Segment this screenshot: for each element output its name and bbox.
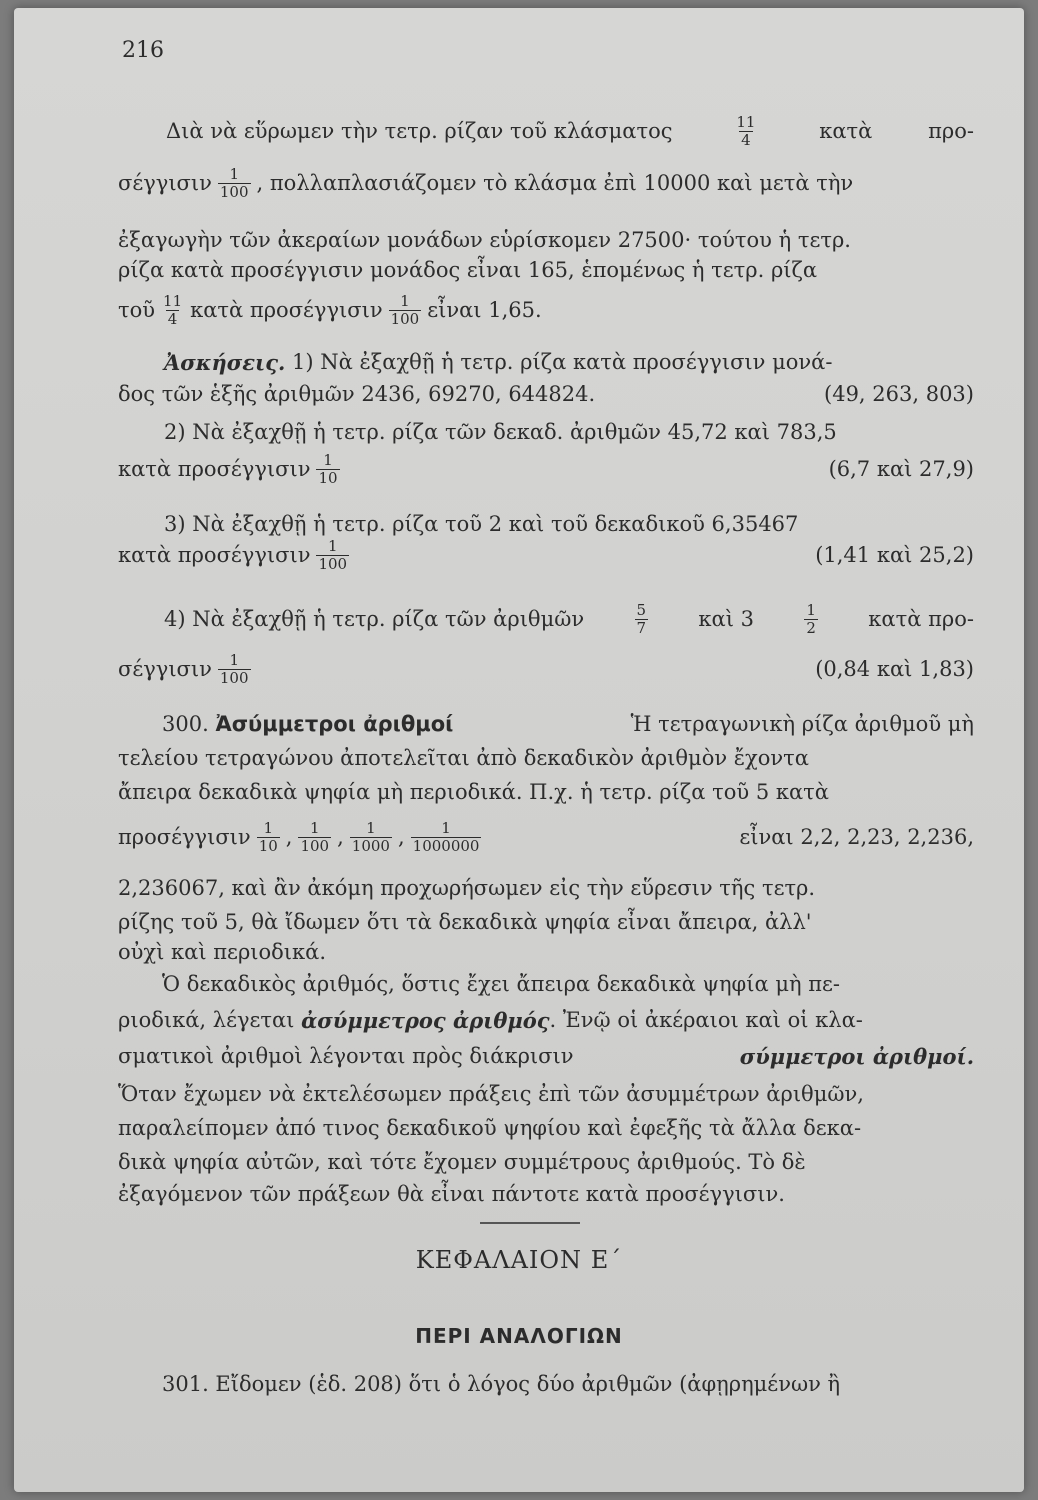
exercise-4-answer: (0,84 καὶ 1,83) [815,657,974,682]
intro-line-5: τοῦ $\frac{11}{4}$ κατὰ προσέγγισιν $\frac{1}{100}$ εἶναι 1,65. [118,292,542,329]
fraction-1-100: $\frac{1}{100}$ [390,292,420,329]
exercise-1-answer: (49, 263, 803) [824,382,974,406]
exercise-2-line-1: 2) Νὰ ἐξαχθῇ ἡ τετρ. ρίζα τῶν δεκαδ. ἀριθμῶν 45,72 καὶ 783,5 [164,420,837,444]
exercise-4-line-1: 4) Νὰ ἐξαχθῇ ἡ τετρ. ρίζα τῶν ἀριθμῶν $\frac{5}{7}$ καὶ 3 $\frac{1}{2}$ κατὰ προ- [164,601,974,638]
fraction-1-1000: $\frac{1}{1000}$ [351,819,390,856]
section-300-line-5: 2,236067, καὶ ἂν ἀκόμη προχωρήσωμεν εἰς τὴν εὕρεσιν τῆς τετρ. [118,876,816,900]
section-301-line-1: 301. Εἴδομεν (ἑδ. 208) ὅτι ὁ λόγος δύο ἀριθμῶν (ἀφῃρημένων ἢ [162,1372,841,1396]
section-300-title: Ἀσύμμετροι ἀριθμοί [215,712,454,736]
section-300-line-6: ρίζης τοῦ 5, θὰ ἴδωμεν ὅτι τὰ δεκαδικὰ ψηφία εἶναι ἄπειρα, ἀλλ' [118,910,812,934]
section-300-line-4: προσέγγισιν $\frac{1}{10}$ , $\frac{1}{100}$ , $\frac{1}{1000}$ , $\frac{1}{1000000}$ εἶναι 2,2, 2,23, 2,236, [118,819,974,856]
divider [480,1222,580,1224]
fraction-11-4: $\frac{11}{4}$ [163,292,183,329]
exercise-1-line-2: δος τῶν ἑξῆς ἀριθμῶν 2436, 69270, 644824. (49, 263, 803) [118,382,974,406]
section-300-line-2: τελείου τετραγώνου ἀποτελεῖται ἀπὸ δεκαδικὸν ἀριθμὸν ἔχοντα [118,746,809,770]
exercise-3-line-2: κατὰ προσέγγισιν $\frac{1}{100}$ (1,41 καὶ 25,2) [118,537,974,574]
section-300-p2-line-6: δικὰ ψηφία αὐτῶν, καὶ τότε ἔχομεν συμμέτρους ἀριθμούς. Τὸ δὲ [118,1150,806,1174]
intro-line-4: ρίζα κατὰ προσέγγισιν μονάδος εἶναι 165, ἑπομένως ἡ τετρ. ρίζα [118,258,818,282]
exercise-3-line-1: 3) Νὰ ἐξαχθῇ ἡ τετρ. ρίζα τοῦ 2 καὶ τοῦ δεκαδικοῦ 6,35467 [164,512,799,536]
fraction-1-1000000: $\frac{1}{1000000}$ [412,819,480,856]
intro-line-3: ἐξαγωγὴν τῶν ἀκεραίων μονάδων εὑρίσκομεν 27500· τούτου ἡ τετρ. [118,228,851,252]
exercise-1-line-1: Ἀσκήσεις. 1) Νὰ ἐξαχθῇ ἡ τετρ. ρίζα κατὰ προσέγγισιν μονά- [164,350,833,375]
fraction-1-100: $\frac{1}{100}$ [300,819,330,856]
fraction-1-2: $\frac{1}{2}$ [806,601,816,638]
page-number: 216 [122,38,164,63]
fraction-1-10: $\frac{1}{10}$ [318,451,338,488]
section-300-p2-line-1: Ὁ δεκαδικὸς ἀριθμός, ὅστις ἔχει ἄπειρα δεκαδικὰ ψηφία μὴ πε- [162,972,840,996]
fraction-1-10: $\frac{1}{10}$ [258,819,278,856]
term-symmetroi: σύμμετροι ἀριθμοί. [739,1044,974,1069]
chapter-subtitle: ΠΕΡΙ ΑΝΑΛΟΓΙΩΝ [415,1324,623,1348]
term-asymmetros: ἀσύμμετρος ἀριθμός [301,1008,550,1033]
section-300-number: 300. [162,712,209,736]
book-page [14,8,1024,1492]
exercise-2-answer: (6,7 καὶ 27,9) [828,457,974,482]
section-300-p2-line-2: ριοδικά, λέγεται ἀσύμμετρος ἀριθμός . Ἐνῷ οἱ ἀκέραιοι καὶ οἱ κλα- [118,1008,863,1033]
fraction-1-100: $\frac{1}{100}$ [318,537,348,574]
intro-line-2: σέγγισιν $\frac{1}{100}$ , πολλαπλασιάζομεν τὸ κλάσμα ἐπὶ 10000 καὶ μετὰ τὴν [118,165,854,202]
fraction-1-100: $\frac{1}{100}$ [219,651,249,688]
section-300-line-3: ἄπειρα δεκαδικὰ ψηφία μὴ περιοδικά. Π.χ. ἡ τετρ. ρίζα τοῦ 5 κατὰ [118,780,829,804]
intro-line-1: Διὰ νὰ εὕρωμεν τὴν τετρ. ρίζαν τοῦ κλάσματος $\frac{11}{4}$ κατὰ προ- [166,113,974,150]
section-300-line-7: οὐχὶ καὶ περιοδικά. [118,940,327,964]
chapter-title: ΚΕΦΑΛΑΙΟΝ Ε΄ [415,1246,623,1274]
fraction-11-4: $\frac{11}{4}$ [736,113,756,150]
fraction-5-7: $\frac{5}{7}$ [636,601,647,638]
fraction-1-100: $\frac{1}{100}$ [219,165,249,202]
exercise-4-line-2: σέγγισιν $\frac{1}{100}$ (0,84 καὶ 1,83) [118,651,974,688]
section-300-p2-line-4: Ὅταν ἔχωμεν νὰ ἐκτελέσωμεν πράξεις ἐπὶ τῶν ἀσυμμέτρων ἀριθμῶν, [118,1082,864,1106]
section-300-line-1: 300. Ἀσύμμετροι ἀριθμοί Ἡ τετραγωνικὴ ρίζα ἀριθμοῦ μὴ [162,712,974,736]
exercises-heading: Ἀσκήσεις. [164,350,286,375]
section-300-p2-line-7: ἐξαγόμενον τῶν πράξεων θὰ εἶναι πάντοτε κατὰ προσέγγισιν. [118,1182,785,1206]
exercise-3-answer: (1,41 καὶ 25,2) [815,543,974,568]
section-300-p2-line-3: σματικοὶ ἀριθμοὶ λέγονται πρὸς διάκρισιν σύμμετροι ἀριθμοί. [118,1044,974,1069]
exercise-2-line-2: κατὰ προσέγγισιν $\frac{1}{10}$ (6,7 καὶ 27,9) [118,451,974,488]
section-300-p2-line-5: παραλείπομεν ἀπό τινος δεκαδικοῦ ψηφίου καὶ ἐφεξῆς τὰ ἄλλα δεκα- [118,1116,862,1140]
